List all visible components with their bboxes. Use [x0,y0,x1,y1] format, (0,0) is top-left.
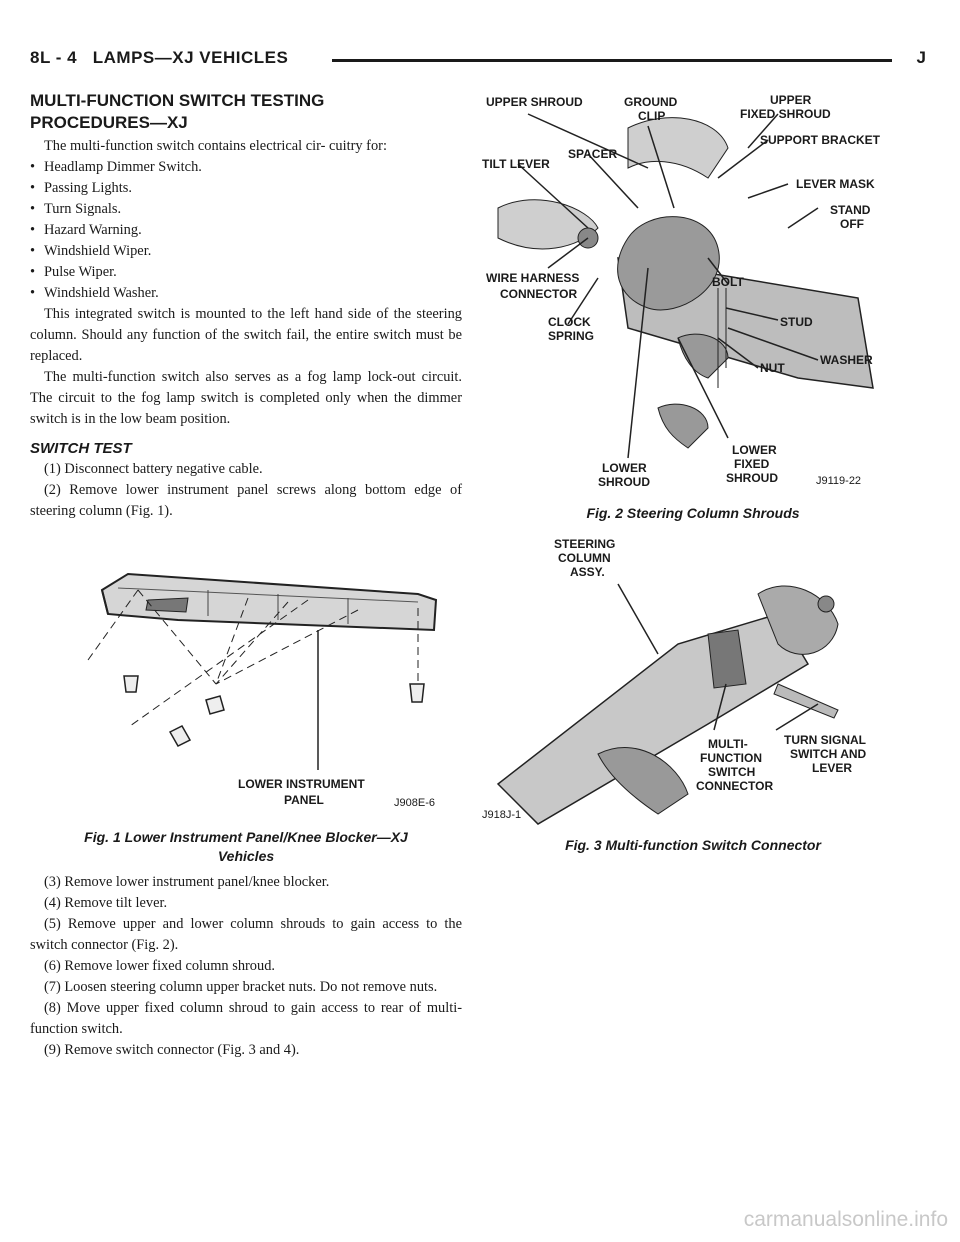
header-chapter-title: LAMPS—XJ VEHICLES [92,48,289,67]
list-item-text: Windshield Washer. [44,285,159,301]
header-title [30,48,288,68]
list-item-text: Passing Lights. [44,180,132,196]
fig2-label-ground-clip: GROUND [624,95,678,109]
section-heading-line2: PROCEDURES—XJ [30,113,188,132]
step: (5) Remove upper and lower column shrouds to gain access to the switch connector (Fig. 2). [30,916,462,953]
fig3-label-multi-3: SWITCH [708,765,756,779]
fig2-label-support-bracket: SUPPORT BRACKET [760,133,881,147]
list-item-text: Turn Signals. [44,201,122,217]
fig1-label-panel-2: PANEL [284,793,324,807]
header-section-number: 8L - 4 [30,48,78,67]
step: (8) Move upper fixed column shroud to gain access to rear of multi-function switch. [30,1000,462,1037]
intro-paragraph: The multi-function switch contains electrical cir- cuitry for: [44,138,387,154]
fig2-label-ground-clip-2: CLIP [638,109,666,123]
fig2-label-lower-shroud: LOWER [602,461,647,475]
step: (7) Loosen steering column upper bracket nuts. Do not remove nuts. [44,979,438,995]
fig2-label-bolt: BOLT [712,275,744,289]
fig1-label-panel: LOWER INSTRUMENT [238,777,365,791]
switch-test-heading: SWITCH TEST [30,440,132,457]
fig2-label-lever-mask: LEVER MASK [796,177,875,191]
paragraph-fog-lamp: The multi-function switch also serves as a fog lamp lock-out circuit. The circuit to the fog lamp switch is completed only when the dimmer switch is in the low beam position. [30,369,462,427]
list-item-text: Headlamp Dimmer Switch. [44,159,202,175]
fig1-code: J908E-6 [394,797,435,809]
fig2-label-clock-spring-2: SPRING [548,329,595,343]
fig3-code: J918J-1 [482,809,522,821]
fig2-code: J9119-22 [816,475,862,487]
figure-2-caption: Fig. 2 Steering Column Shrouds [586,505,800,521]
page-header [30,48,930,74]
fig3-label-multi-2: FUNCTION [700,751,762,765]
fig2-label-stand-off: STAND [830,203,871,217]
header-letter: J [916,48,926,67]
fig2-label-lower-shroud-2: SHROUD [598,475,651,489]
fig2-label-nut: NUT [760,361,785,375]
list-item: • Headlamp Dimmer Switch. [30,159,202,175]
list-item: • Windshield Wiper. [30,243,152,259]
list-item-text: Pulse Wiper. [44,264,117,280]
list-item: • Pulse Wiper. [30,264,117,280]
list-item: • Passing Lights. [30,180,132,196]
section-heading [30,90,462,134]
fig2-label-spacer: SPACER [568,147,618,161]
figure-3-illustration [478,534,908,830]
left-column-continued [30,872,462,1061]
list-item: • Hazard Warning. [30,222,142,238]
watermark: carmanualsonline.info [743,1208,948,1231]
fig2-label-upper-shroud: UPPER SHROUD [486,95,583,109]
step: (3) Remove lower instrument panel/knee blocker. [44,874,330,890]
fig2-label-washer: WASHER [820,353,873,367]
section-heading-line1: MULTI-FUNCTION SWITCH TESTING [30,91,325,110]
list-item-text: Windshield Wiper. [44,243,152,259]
step: (2) Remove lower instrument panel screws along bottom edge of steering column (Fig. 1). [30,482,462,519]
figure-3-caption: Fig. 3 Multi-function Switch Connector [565,837,821,853]
figure-1-illustration [58,560,438,820]
fig3-label-steering-2: COLUMN [558,551,611,565]
figure-2 [478,88,908,498]
fig2-label-tilt-lever: TILT LEVER [482,157,550,171]
function-list [30,157,462,304]
list-item: • Turn Signals. [30,201,122,217]
fig3-label-turn-signal-2: SWITCH AND [790,747,867,761]
fig3-label-turn-signal: TURN SIGNAL [784,733,866,747]
figure-3 [478,534,908,830]
fig3-label-turn-signal-3: LEVER [812,761,853,775]
step: (4) Remove tilt lever. [44,895,168,911]
fig2-label-stand-off-2: OFF [840,217,864,231]
fig2-label-lower-fixed-2: FIXED [734,457,770,471]
fig3-label-steering-3: ASSY. [570,565,605,579]
fig2-label-wire-harness: WIRE HARNESS [486,271,580,285]
step: (6) Remove lower fixed column shroud. [44,958,275,974]
fig2-label-clock-spring: CLOCK [548,315,591,329]
figure-1 [58,560,438,820]
fig2-label-lower-fixed-3: SHROUD [726,471,779,485]
fig2-label-lower-fixed: LOWER [732,443,777,457]
step: (1) Disconnect battery negative cable. [44,461,263,477]
figure-2-illustration [478,88,908,498]
fig2-label-wire-harness-2: CONNECTOR [500,287,578,301]
fig2-label-stud: STUD [780,315,813,329]
fig3-label-multi: MULTI- [708,737,748,751]
step: (9) Remove switch connector (Fig. 3 and 4). [44,1042,300,1058]
paragraph-mounting: This integrated switch is mounted to the left hand side of the steering column. Should any function of the switch fail, the entire switch must be replaced. [30,306,462,364]
fig3-label-multi-4: CONNECTOR [696,779,774,793]
fig1-caption-line2: Vehicles [217,848,275,864]
fig3-label-steering: STEERING [554,537,616,551]
header-rule [332,59,892,62]
left-column [30,90,462,522]
fig2-label-upper-fixed: UPPER [770,93,812,107]
figure-1-caption [30,828,462,866]
list-item: • Windshield Washer. [30,285,159,301]
list-item-text: Hazard Warning. [44,222,142,238]
fig1-caption-line1: Fig. 1 Lower Instrument Panel/Knee Blocker—XJ [84,829,408,845]
fig2-label-upper-fixed-2: FIXED SHROUD [740,107,831,121]
